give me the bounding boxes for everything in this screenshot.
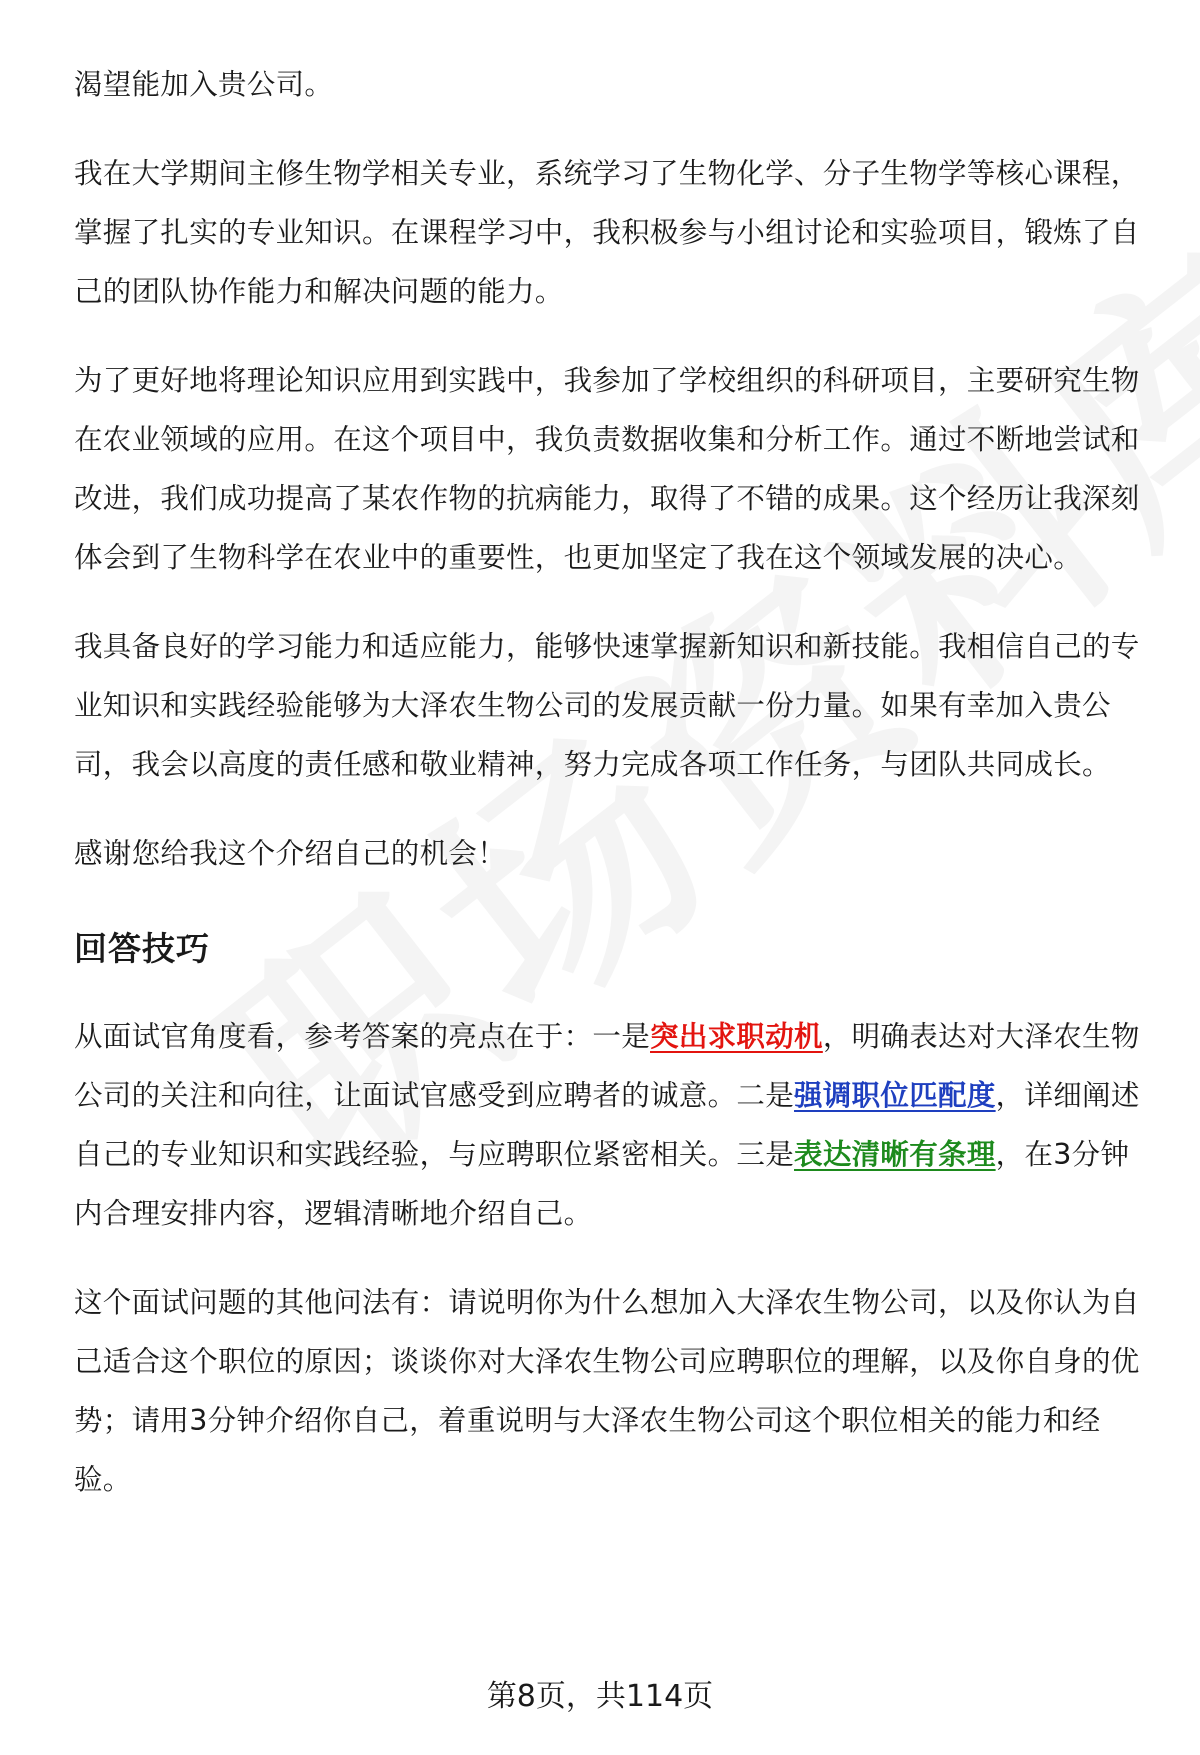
paragraph-other-questions: 这个面试问题的其他问法有：请说明你为什么想加入大泽农生物公司，以及你认为自己适合这个职位的原因；谈谈你对大泽农生物公司应聘职位的理解，以及你自身的优势；请用3分钟介绍你自己，着重说明与大泽农生物公司这个职位相关的能力和经验。 [74, 1286, 1140, 1496]
page-number: 第8页，共114页 [486, 1679, 714, 1714]
highlight-clarity: 表达清晰有条理 [794, 1138, 996, 1171]
paragraph-thanks: 感谢您给我这个介绍自己的机会！ [74, 837, 507, 870]
highlight-motivation: 突出求职动机 [650, 1020, 823, 1053]
paragraph-intro-end: 渴望能加入贵公司。 [74, 68, 334, 101]
tips-text-4: ，在3分钟内合理安排内容，逻辑清晰地介绍自己。 [74, 1138, 1130, 1230]
paragraph-education: 我在大学期间主修生物学相关专业，系统学习了生物化学、分子生物学等核心课程，掌握了扎实的专业知识。在课程学习中，我积极参与小组讨论和实验项目，锻炼了自己的团队协作能力和解决问题的能力。 [74, 157, 1140, 308]
tips-text-3: ，详细阐述自己的专业知识和实践经验，与应聘职位紧密相关。三是 [74, 1079, 1140, 1171]
tips-text-1: 从面试官角度看，参考答案的亮点在于：一是 [74, 1020, 651, 1053]
paragraph-abilities: 我具备良好的学习能力和适应能力，能够快速掌握新知识和新技能。我相信自己的专业知识和实践经验能够为大泽农生物公司的发展贡献一份力量。如果有幸加入贵公司，我会以高度的责任感和敬业精神，努力完成各项工作任务，与团队共同成长。 [74, 630, 1140, 781]
section-heading-tips: 回答技巧 [74, 929, 210, 968]
paragraph-research: 为了更好地将理论知识应用到实践中，我参加了学校组织的科研项目，主要研究生物在农业领域的应用。在这个项目中，我负责数据收集和分析工作。通过不断地尝试和改进，我们成功提高了某农作物的抗病能力，取得了不错的成果。这个经历让我深刻体会到了生物科学在农业中的重要性，也更加坚定了我在这个领域发展的决心。 [74, 364, 1140, 574]
tips-text-2: ，明确表达对大泽农生物公司的关注和向往，让面试官感受到应聘者的诚意。二是 [74, 1020, 1140, 1112]
paragraph-tips [74, 1007, 1149, 1243]
page-content [74, 55, 1149, 1509]
highlight-job-match: 强调职位匹配度 [794, 1079, 996, 1112]
